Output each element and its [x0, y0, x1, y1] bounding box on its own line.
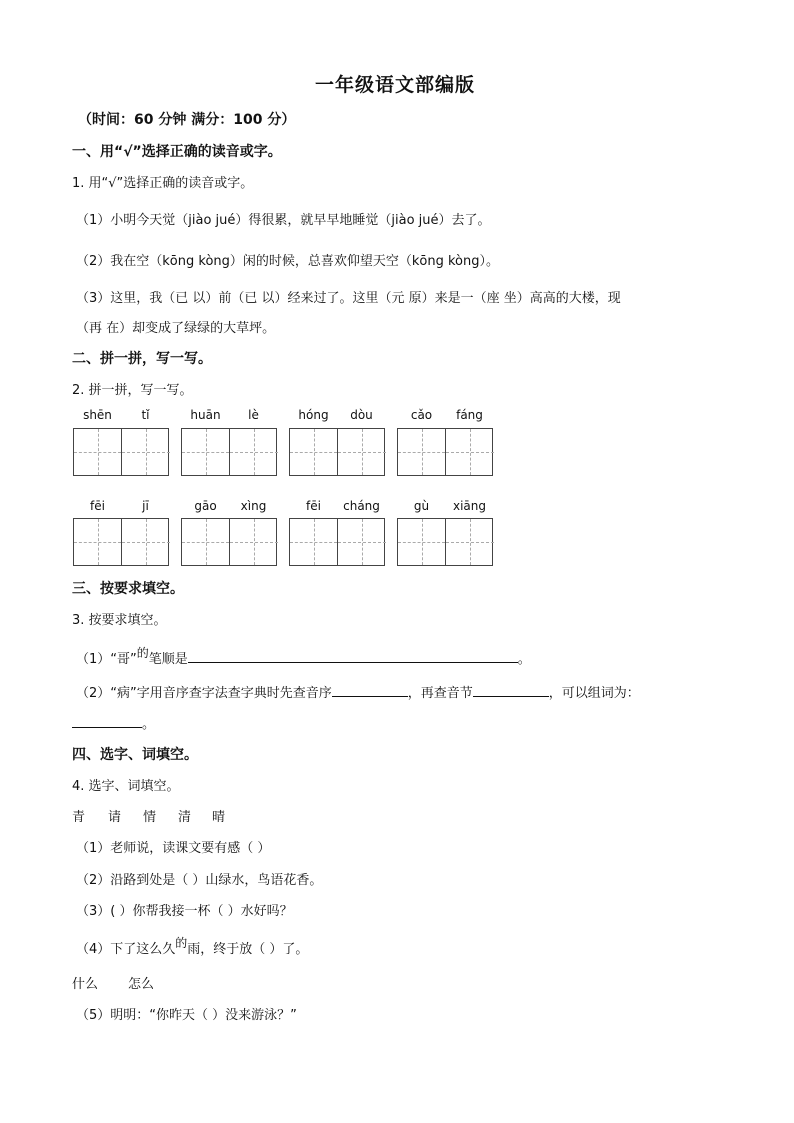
pinyin-label: gù [413, 499, 430, 513]
question-1: 1. 用“√”选择正确的读音或字。 [72, 176, 254, 191]
pinyin-label: fáng [456, 408, 483, 422]
word-option: 怎么 [128, 977, 155, 992]
q1-item-3-line-1: （3）这里，我（已 以）前（已 以）经来过了。这里（元 原）来是一（座 坐）高高的大楼，现 [76, 291, 621, 306]
question-3: 3. 按要求填空。 [72, 613, 167, 628]
pinyin-label: jī [142, 499, 149, 513]
pinyin-label: tǐ [141, 408, 150, 422]
char-option: 情 [143, 810, 157, 825]
pinyin-label: fēi [306, 499, 321, 513]
section-4-heading: 四、选字、词填空。 [72, 747, 198, 763]
writing-grid[interactable] [181, 518, 277, 566]
q3-item-1-prefix: （1）“哥” [76, 652, 137, 667]
q4-item-4 [76, 938, 308, 957]
pinyin-label: hóng [298, 408, 329, 422]
pinyin-label: dòu [350, 408, 373, 422]
pinyin-label: fēi [90, 499, 105, 513]
writing-grid[interactable] [397, 518, 493, 566]
q1-item-3-line-2: （再 在）却变成了绿绿的大草坪。 [76, 321, 276, 336]
syllable-blank[interactable] [473, 683, 549, 697]
pinyin-label: xìng [240, 499, 267, 513]
word-option: 什么 [72, 977, 99, 992]
q4-item-2: （2）沿路到处是（ ）山绿水，鸟语花香。 [76, 873, 323, 888]
q4-item-4-suffix: 雨，终于放（ ）了。 [187, 942, 309, 957]
q4-item-1: （1）老师说，读课文要有感（ ） [76, 841, 271, 856]
writing-grid[interactable] [181, 428, 277, 476]
q3-item-2-part-c: ，可以组词为： [548, 686, 640, 701]
q4-item-4-prefix: （4）下了这么久 [76, 942, 176, 957]
q3-item-1-stroke-label: 笔顺是 [148, 652, 188, 667]
q1-item-1: （1）小明今天觉（jiào jué）得很累，就早早地睡觉（jiào jué）去了。 [76, 213, 491, 228]
document-title: 一年级语文部编版 [315, 74, 476, 96]
q3-item-2-cont [72, 713, 155, 732]
question-2: 2. 拼一拼，写一写。 [72, 383, 193, 398]
q3-item-2-part-b: ，再查音节 [407, 686, 473, 701]
pinyin-label: lè [248, 408, 259, 422]
pinyin-label: cǎo [410, 408, 433, 422]
q1-item-2: （2）我在空（kōng kòng）闲的时候，总喜欢仰望天空（kōng kòng）。 [76, 254, 500, 269]
char-option: 青 [72, 810, 86, 825]
char-option: 清 [178, 810, 192, 825]
char-option: 晴 [212, 810, 226, 825]
q4-item-5: （5）明明：“你昨天（ ）没来游泳？” [76, 1008, 297, 1023]
q3-item-2-end: 。 [142, 717, 156, 732]
section-1-heading: 一、用“√”选择正确的读音或字。 [72, 144, 282, 160]
q3-item-1-end: 。 [517, 652, 531, 667]
q3-item-1-de: 的 [136, 646, 149, 660]
pinyin-label: huān [190, 408, 221, 422]
char-option: 请 [108, 810, 122, 825]
stroke-order-blank[interactable] [188, 649, 518, 663]
exam-info: （时间：60 分钟 满分：100 分） [78, 112, 296, 128]
writing-grid[interactable] [289, 518, 385, 566]
writing-grid[interactable] [73, 428, 169, 476]
pinyin-label: cháng [343, 499, 380, 513]
pinyin-label: shēn [83, 408, 112, 422]
pinyin-label: xiāng [452, 499, 486, 513]
q4-item-4-de: 的 [175, 936, 188, 950]
phonetic-order-blank[interactable] [332, 683, 408, 697]
writing-grid[interactable] [397, 428, 493, 476]
question-4: 4. 选字、词填空。 [72, 779, 180, 794]
q3-item-1 [76, 648, 531, 667]
writing-grid[interactable] [289, 428, 385, 476]
word-blank[interactable] [72, 714, 142, 728]
section-2-heading: 二、拼一拼，写一写。 [72, 351, 212, 367]
q3-item-2 [76, 682, 640, 701]
writing-grid[interactable] [73, 518, 169, 566]
q4-item-3: （3）( ）你帮我接一杯（ ）水好吗？ [76, 904, 293, 919]
section-3-heading: 三、按要求填空。 [72, 581, 184, 597]
q3-item-2-part-a: （2）“病”字用音序查字法查字典时先查音序 [76, 686, 332, 701]
pinyin-label: gāo [194, 499, 217, 513]
